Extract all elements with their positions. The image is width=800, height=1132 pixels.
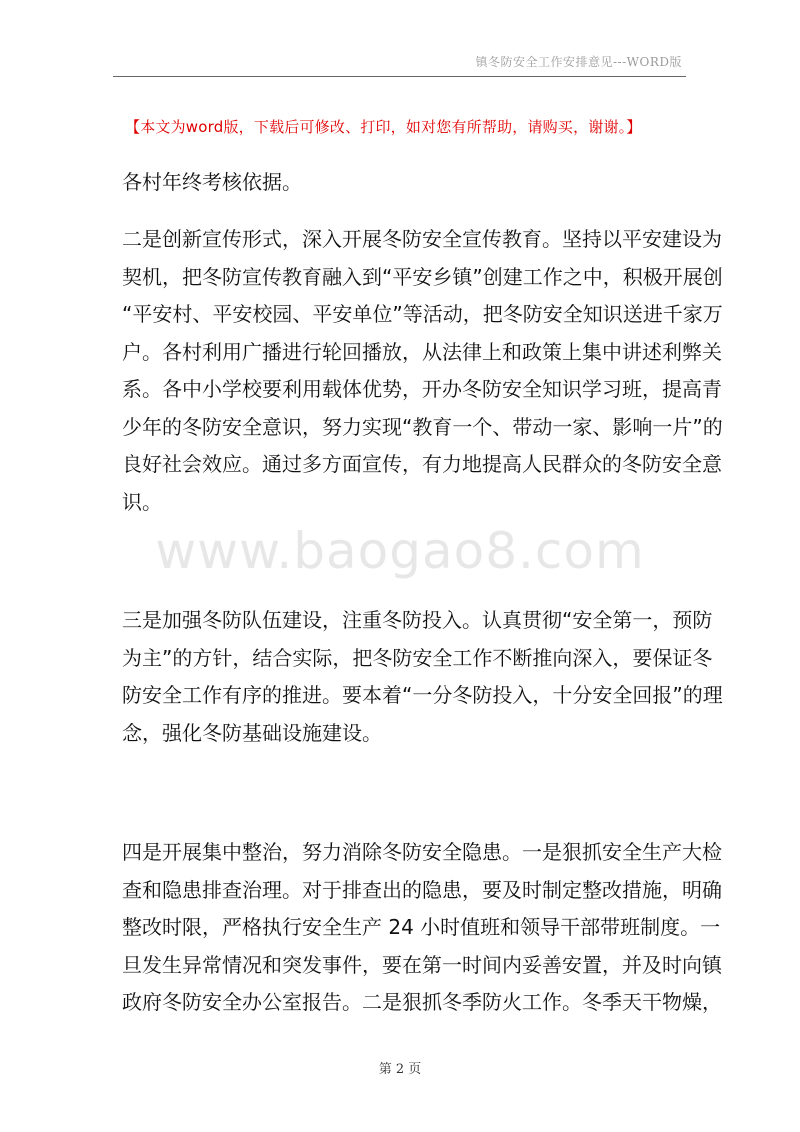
paragraph-line: 少年的冬防安全意识，努力实现“教育一个、带动一家、影响一片”的 [122, 414, 723, 439]
paragraph-1 [122, 164, 682, 202]
paragraph-line: 旦发生异常情况和突发事件，要在第一时间内妥善安置，并及时向镇 [122, 952, 722, 977]
paragraph-4 [122, 834, 722, 1022]
paragraph-line: 二是创新宣传形式，深入开展冬防安全宣传教育。坚持以平安建设为 [122, 227, 722, 251]
paragraph-line: 整改时限，严格执行安全生产 24 小时值班和领导干部带班制度。一 [122, 915, 721, 939]
paragraph-line: 政府冬防安全办公室报告。二是狠抓冬季防火工作。冬季天干物燥， [122, 990, 722, 1014]
paragraph-line: 识。 [122, 489, 162, 514]
paragraph-line: 四是开展集中整治，努力消除冬防安全隐患。一是狠抓安全生产大检 [122, 840, 722, 864]
paragraph-line: 系。各中小学校要利用载体优势，开办冬防安全知识学习班，提高青 [122, 377, 722, 401]
paragraph-line: 户。各村利用广播进行轮回播放，从法律上和政策上集中讲述利弊关 [122, 339, 722, 364]
paragraph-line: 各村年终考核依据。 [122, 170, 302, 194]
paragraph-line: 良好社会效应。通过多方面宣传，有力地提高人民群众的冬防安全意 [122, 452, 722, 476]
header-title: 镇冬防安全工作安排意见---WORD版 [475, 55, 682, 69]
header-divider [113, 76, 686, 77]
paragraph-line: “平安村、平安校园、平安单位”等活动，把冬防安全知识送进千家万 [122, 302, 723, 326]
paragraph-line: 契机，把冬防宣传教育融入到“平安乡镇”创建工作之中，积极开展创 [122, 264, 723, 289]
paragraph-line: 念，强化冬防基础设施建设。 [122, 720, 382, 745]
paragraph-line: 防安全工作有序的推进。要本着“一分冬防投入，十分安全回报”的理 [122, 683, 723, 707]
paragraph-2 [122, 221, 723, 521]
watermark: www.baogao8.com [155, 522, 645, 580]
paragraph-line: 三是加强冬防队伍建设，注重冬防投入。认真贯彻“安全第一，预防 [122, 608, 713, 632]
paragraph-line: 为主”的方针，结合实际，把冬防安全工作不断推向深入，要保证冬 [122, 645, 713, 670]
page-number: 第 2 页 [378, 1062, 422, 1077]
purchase-notice: 【本文为word版，下载后可修改、打印，如对您有所帮助，请购买，谢谢。】 [125, 118, 642, 136]
paragraph-line: 查和隐患排查治理。对于排查出的隐患，要及时制定整改措施，明确 [122, 877, 722, 902]
paragraph-3 [122, 602, 723, 752]
